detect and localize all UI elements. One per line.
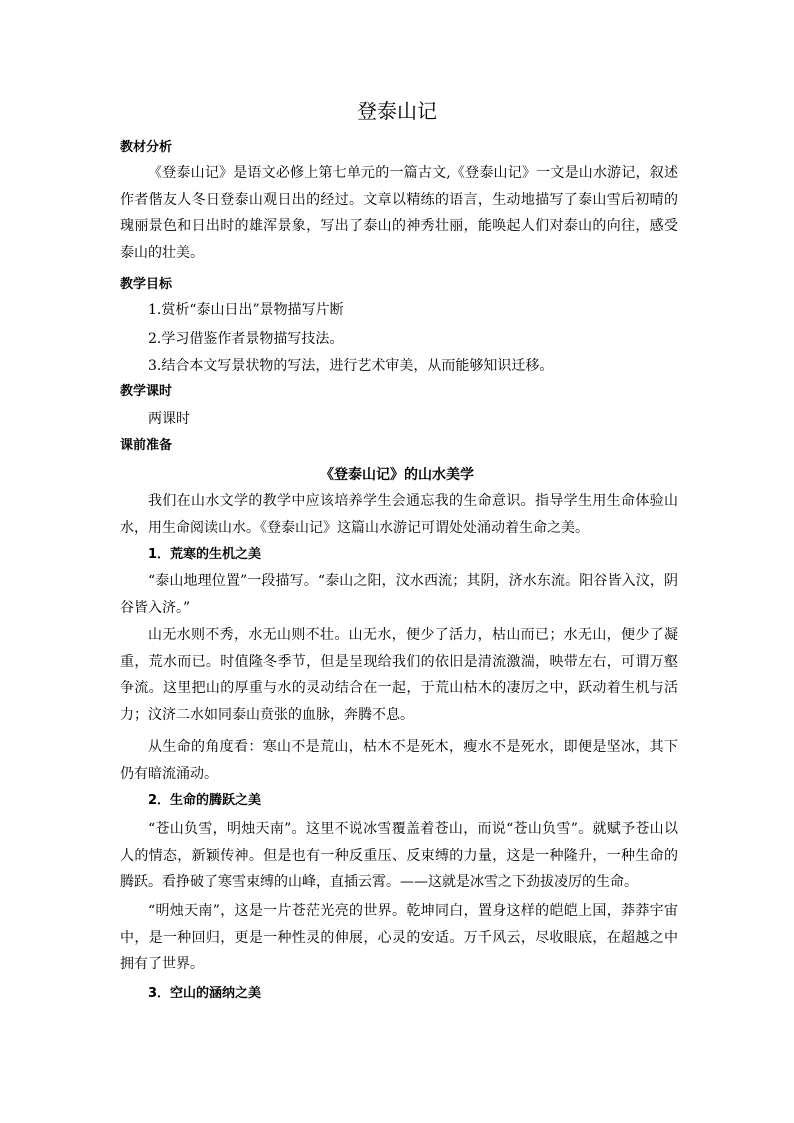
essay-subtitle: 《登泰山记》的山水美学 (320, 467, 474, 483)
part2-paragraph-2: “明烛天南”，这是一片苍茫光亮的世界。乾坤同白，置身这样的皑皑上国，莽莽宇宙中，是一种回归，更是一种性灵的伸展，心灵的安适。万千风云，尽收眼底，在超越之中拥有了世界。 (120, 903, 678, 972)
part1-paragraph-1: “泰山地理位置”一段描写。“泰山之阳，汶水西流；其阴，济水东流。阳谷皆入汶，阴谷皆入济。” (120, 573, 678, 616)
prep-heading: 课前准备 (120, 438, 173, 453)
essay-intro: 我们在山水文学的教学中应该培养学生会通忘我的生命意识。指导学生用生命体验山水，用生命阅读山水。《登泰山记》这篇山水游记可谓处处涌动着生命之美。 (120, 493, 678, 536)
page-title: 登泰山记 (357, 99, 437, 123)
goal-item: 1.赏析“泰山日出”景物描写片断 (148, 302, 344, 318)
part3-heading: 3．空山的涵纳之美 (148, 986, 262, 1001)
part1-paragraph-3: 从生命的角度看：寒山不是荒山，枯木不是死木，瘦水不是死水，即便是坚冰，其下仍有暗流涌动。 (120, 739, 678, 782)
goal-item: 3.结合本文写景状物的写法，进行艺术审美，从而能够知识迁移。 (148, 358, 554, 374)
part2-paragraph-1: “苍山负雪，明烛天南”。这里不说冰雪覆盖着苍山，而说“苍山负雪”。就赋予苍山以人的情态，新颖传神。但是也有一种反重压、反束缚的力量，这是一种隆升，一种生命的腾跃。看挣破了寒雪束缚的山峰，直插云霄。——这就是冰雪之下劲拔凌厉的生命。 (120, 821, 678, 890)
part1-paragraph-2: 山无水则不秀，水无山则不壮。山无水，便少了活力，枯山而已；水无山，便少了凝重，荒水而已。时值隆冬季节，但是呈现给我们的依旧是清流激湍，映带左右，可谓万壑争流。这里把山的厚重与水的灵动结合在一起，于荒山枯木的凄厉之中，跃动着生机与活力；汶济二水如同泰山贲张的血脉，奔腾不息。 (120, 627, 678, 723)
goals-heading: 教学目标 (120, 277, 173, 292)
part1-heading: 1．荒寒的生机之美 (148, 547, 262, 562)
analysis-paragraph: 《登泰山记》是语文必修上第七单元的一篇古文,《登泰山记》一文是山水游记，叙述作者偕友人冬日登泰山观日出的经过。文章以精练的语言，生动地描写了泰山雪后初晴的瑰丽景色和日出时的雄浑景象，写出了泰山的神秀壮丽，能唤起人们对泰山的向往，感受泰山的壮美。 (120, 165, 678, 261)
analysis-heading: 教材分析 (120, 140, 173, 155)
hours-heading: 教学课时 (120, 384, 173, 399)
part2-heading: 2．生命的腾跃之美 (148, 793, 262, 808)
hours-text: 两课时 (148, 411, 190, 427)
goal-item: 2.学习借鉴作者景物描写技法。 (148, 331, 344, 347)
